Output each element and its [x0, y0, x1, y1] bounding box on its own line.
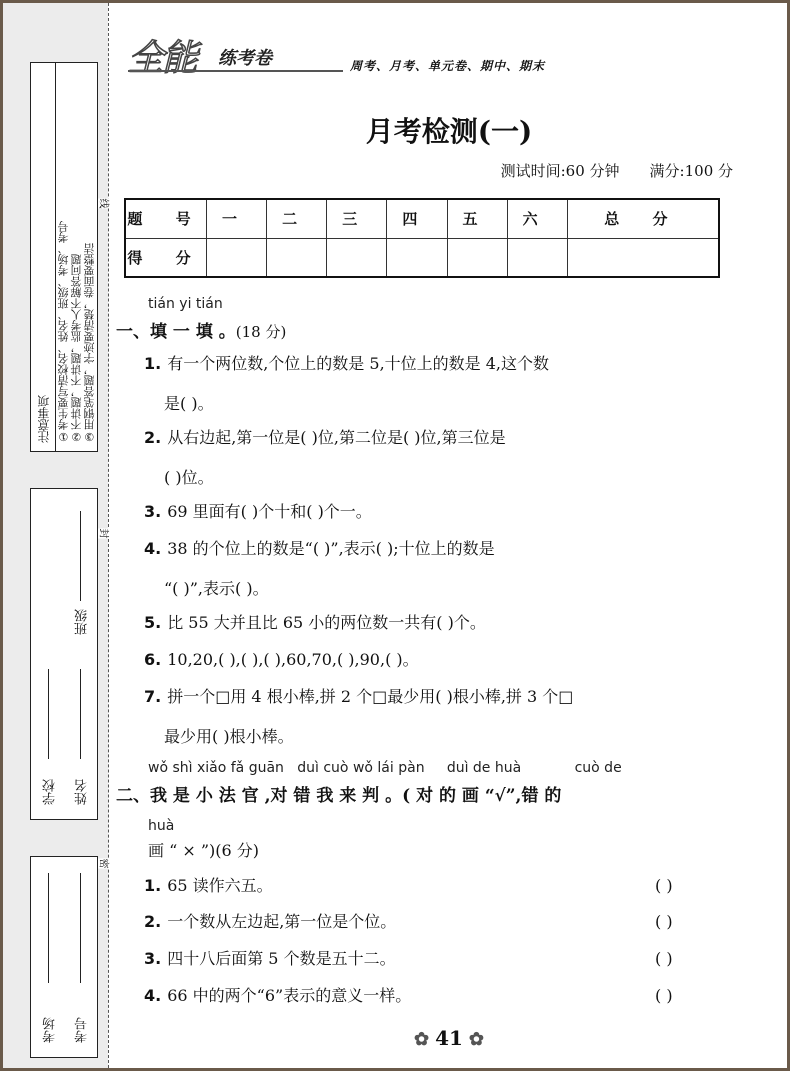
judge-question	[144, 986, 411, 1006]
question-number: 7.	[144, 687, 162, 706]
exam-types: 周考、月考、单元卷、期中、期末	[350, 59, 546, 73]
score-cell[interactable]	[567, 238, 719, 277]
student-info-box	[30, 488, 98, 820]
number-input[interactable]	[80, 873, 81, 983]
name-label: 姓名	[75, 779, 90, 805]
question-number: 2.	[144, 428, 162, 447]
section2-title: 二、我 是 小 法 官 ,对 错 我 来 判 。( 对 的 画 “√”,错 的	[116, 786, 562, 806]
exam-info-box	[30, 856, 98, 1058]
exam-time: 测试时间:60 分钟	[500, 162, 620, 180]
logo-sub: 练考卷	[218, 48, 272, 69]
question-text: 比 55 大并且比 65 小的两位数一共有( )个。	[167, 613, 486, 632]
answer-blank[interactable]: ( )	[655, 986, 673, 1005]
cut-mark-line: 线	[98, 199, 113, 209]
question-text: 69 里面有( )个十和( )个一。	[167, 502, 372, 521]
full-score: 满分:100 分	[649, 162, 733, 180]
section1-title-text: 一、填 一 填 。	[116, 322, 236, 342]
question	[144, 502, 372, 522]
score-table	[124, 198, 720, 278]
score-header-cell: 五	[447, 199, 507, 238]
school-input[interactable]	[48, 669, 49, 759]
notice-divider	[55, 63, 56, 451]
section2-title-2: 画 “ × ”)(6 分)	[148, 841, 260, 860]
flower-ornament-icon: ✿	[413, 1029, 430, 1050]
notice-rules	[57, 69, 95, 443]
question-number: 1.	[144, 876, 162, 895]
question	[144, 613, 486, 633]
question-text: 拼一个□用 4 根小棒,拼 2 个□最少用( )根小棒,拼 3 个□	[167, 687, 574, 706]
question-number: 4.	[144, 539, 162, 558]
score-value-row	[125, 238, 719, 277]
score-header-cell: 题 号	[125, 199, 207, 238]
question-number: 6.	[144, 650, 162, 669]
answer-blank[interactable]: ( )	[655, 949, 673, 968]
cut-mark-seal: 封	[98, 529, 113, 539]
school-label: 学校	[43, 779, 58, 805]
question-number: 3.	[144, 502, 162, 521]
score-row-label: 得 分	[125, 238, 207, 277]
question-text: 从右边起,第一位是( )位,第二位是( )位,第三位是	[167, 428, 506, 447]
question	[144, 687, 573, 707]
score-cell[interactable]	[387, 238, 447, 277]
question	[144, 428, 506, 448]
score-header-cell: 总 分	[567, 199, 719, 238]
room-label: 考场	[43, 1017, 58, 1043]
question	[144, 539, 495, 559]
question-continuation: ( )位。	[164, 468, 214, 487]
section1-title	[116, 317, 286, 342]
answer-blank[interactable]: ( )	[655, 912, 673, 931]
question-number: 4.	[144, 986, 162, 1005]
notice-rule: ①考生要写清校名、姓名、班级、考场、考号	[57, 221, 70, 443]
number-label: 考号	[75, 1017, 90, 1043]
room-input[interactable]	[48, 873, 49, 983]
exam-meta	[471, 160, 733, 181]
score-cell[interactable]	[447, 238, 507, 277]
section1-pinyin: tián yi tián	[148, 296, 223, 312]
question-text: 65 读作六五。	[167, 876, 273, 895]
notice-rule: ③用钢笔答题，字迹要清楚，卷面要整洁	[83, 243, 96, 443]
page-number: 41	[435, 1026, 463, 1050]
flower-ornament-icon: ✿	[468, 1029, 485, 1050]
question-number: 3.	[144, 949, 162, 968]
question-text: 10,20,( ),( ),( ),60,70,( ),90,( )。	[167, 650, 419, 669]
page-title: 月考检测(一)	[365, 115, 533, 148]
notice-box	[30, 62, 98, 452]
score-cell[interactable]	[507, 238, 567, 277]
question-text: 66 中的两个“6”表示的意义一样。	[167, 986, 412, 1005]
score-header-cell: 三	[327, 199, 387, 238]
question-continuation: 最少用( )根小棒。	[164, 727, 294, 746]
judge-question	[144, 949, 396, 969]
section1-points: (18 分)	[235, 323, 287, 341]
section2-pinyin-2: huà	[148, 818, 175, 834]
question-text: 38 的个位上的数是“( )”,表示( );十位上的数是	[167, 539, 495, 558]
score-header-cell: 一	[207, 199, 267, 238]
score-cell[interactable]	[267, 238, 327, 277]
score-header-row	[125, 199, 719, 238]
class-input[interactable]	[80, 511, 81, 601]
score-cell[interactable]	[327, 238, 387, 277]
score-cell[interactable]	[207, 238, 267, 277]
answer-blank[interactable]: ( )	[655, 876, 673, 895]
page-number-area	[108, 1026, 790, 1050]
section2-pinyin: wǒ shì xiǎo fǎ guān duì cuò wǒ lái pàn duì de huà cuò de	[148, 760, 622, 776]
class-label: 班级	[75, 609, 90, 635]
question-text: 一个数从左边起,第一位是个位。	[167, 912, 397, 931]
name-input[interactable]	[80, 669, 81, 759]
question	[144, 354, 549, 374]
question-number: 2.	[144, 912, 162, 931]
judge-question	[144, 912, 396, 932]
score-header-cell: 四	[387, 199, 447, 238]
score-header-cell: 二	[267, 199, 327, 238]
question-text: 有一个两位数,个位上的数是 5,十位上的数是 4,这个数	[167, 354, 550, 373]
logo-main: 全能	[128, 38, 197, 79]
question	[144, 650, 419, 670]
notice-rule: ②不讲题，不讲题，监考人不解答问题	[70, 254, 83, 443]
cut-mark-secret: 密	[98, 859, 113, 869]
question-number: 5.	[144, 613, 162, 632]
question-continuation: 是( )。	[164, 394, 214, 413]
header-underline	[128, 70, 343, 72]
score-header-cell: 六	[507, 199, 567, 238]
question-text: 四十八后面第 5 个数是五十二。	[167, 949, 396, 968]
notice-title: 注意事项	[37, 395, 51, 443]
judge-question	[144, 876, 273, 896]
question-continuation: “( )”,表示( )。	[164, 579, 269, 598]
question-number: 1.	[144, 354, 162, 373]
